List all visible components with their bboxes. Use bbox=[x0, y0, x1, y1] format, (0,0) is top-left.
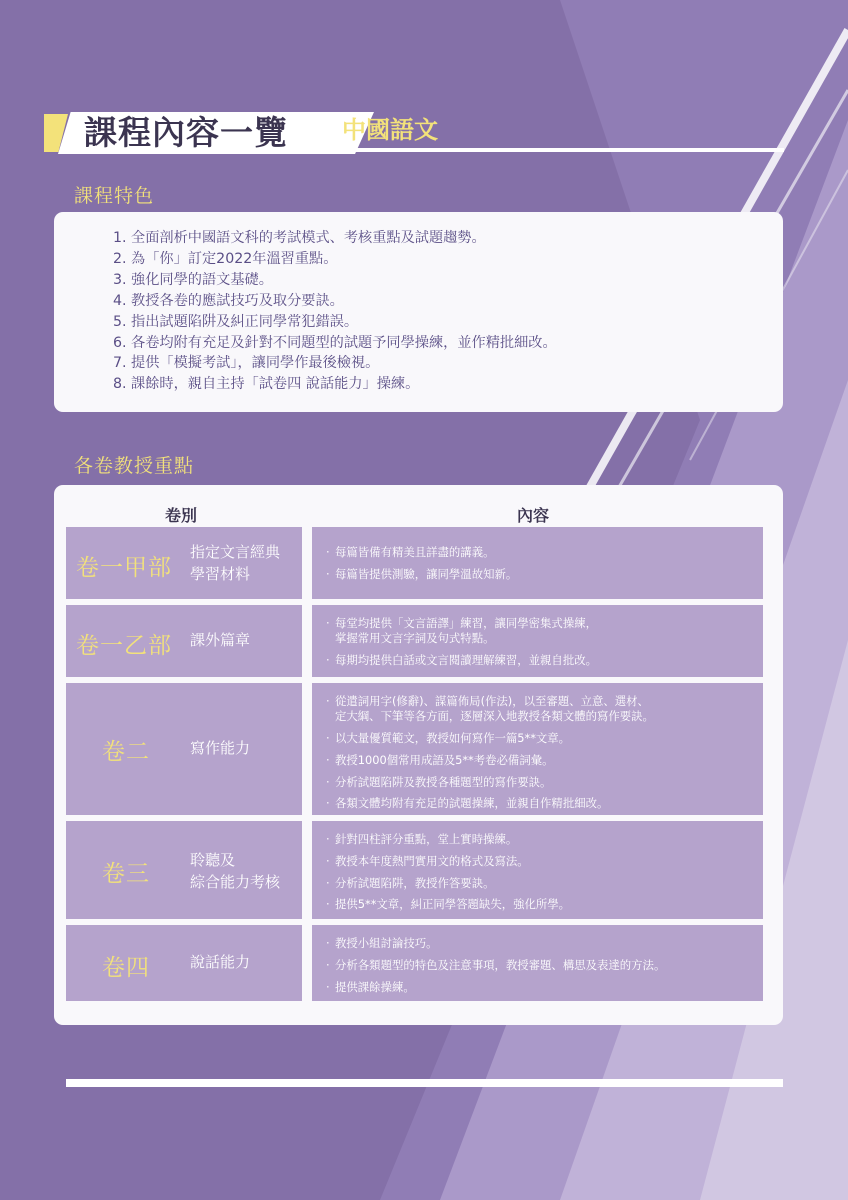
content-bullet bbox=[326, 796, 654, 811]
bullet-text: 教授本年度熱門實用文的格式及寫法。 bbox=[335, 853, 529, 868]
bullet-text-continued: 定大綱、下筆等各方面，逐層深入地教授各類文體的寫作要訣。 bbox=[335, 709, 654, 724]
paper-name: 卷一甲部 bbox=[76, 555, 172, 581]
paper-cell bbox=[66, 925, 302, 1001]
content-bullet bbox=[326, 694, 654, 725]
paper-cell bbox=[66, 821, 302, 919]
content-bullet bbox=[326, 936, 665, 951]
content-bullet bbox=[326, 567, 517, 582]
content-cell bbox=[312, 821, 763, 919]
bullet-dot-icon: · bbox=[326, 875, 330, 890]
content-bullets bbox=[326, 694, 654, 818]
content-cell bbox=[312, 605, 763, 677]
bullet-text: 分析試題陷阱，教授作答要訣。 bbox=[335, 875, 495, 890]
content-bullet bbox=[326, 958, 665, 973]
features-list bbox=[113, 228, 557, 395]
subject-label: 中國語文 bbox=[342, 115, 438, 144]
bullet-dot-icon: · bbox=[326, 853, 330, 868]
bullet-dot-icon: · bbox=[326, 979, 330, 994]
content-bullets bbox=[326, 936, 665, 1001]
bullet-text: 教授小組討論技巧。 bbox=[335, 936, 438, 950]
feature-item: 2. 為「你」訂定2022年溫習重點。 bbox=[113, 250, 338, 267]
content-bullet bbox=[326, 616, 597, 647]
paper-cell bbox=[66, 527, 302, 599]
page-title: 課程內容一覽 bbox=[84, 113, 288, 152]
paper-name: 卷三 bbox=[102, 861, 150, 887]
bullet-text: 針對四柱評分重點，堂上實時操練。 bbox=[335, 832, 518, 846]
feature-item: 3. 強化同學的語文基礎。 bbox=[113, 271, 273, 288]
papers-table bbox=[54, 485, 783, 1025]
feature-item: 7. 提供「模擬考試」，讓同學作最後檢視。 bbox=[113, 355, 380, 372]
content-bullet bbox=[326, 980, 665, 995]
feature-item: 5. 指出試題陷阱及糾正同學常犯錯誤。 bbox=[113, 313, 359, 330]
paper-topic bbox=[190, 737, 250, 759]
bullet-text: 教授1000個常用成語及5**考卷必備詞彙。 bbox=[335, 752, 554, 767]
page-title-bar bbox=[44, 110, 784, 158]
bullet-dot-icon: · bbox=[326, 545, 330, 559]
bullet-dot-icon: · bbox=[326, 957, 330, 972]
content-bullet bbox=[326, 897, 570, 912]
paper-topic-line: 聆聽及 bbox=[190, 851, 236, 869]
content-cell bbox=[312, 527, 763, 599]
paper-topic-line: 課外篇章 bbox=[190, 631, 251, 649]
bullet-text: 每篇皆提供測驗，讓同學溫故知新。 bbox=[335, 566, 518, 581]
paper-topic bbox=[190, 849, 280, 893]
feature-item: 1. 全面剖析中國語文科的考試模式、考核重點及試題趨勢。 bbox=[113, 230, 486, 246]
bullet-dot-icon: · bbox=[326, 752, 330, 767]
paper-name: 卷四 bbox=[102, 955, 150, 981]
bullet-dot-icon: · bbox=[326, 731, 330, 746]
features-card bbox=[54, 212, 783, 412]
paper-name: 卷二 bbox=[102, 739, 150, 765]
feature-item: 6. 各卷均附有充足及針對不同題型的試題予同學操練，並作精批細改。 bbox=[113, 334, 557, 351]
bullet-text: 每堂均提供「文言語譯」練習，讓同學密集式操練， bbox=[335, 616, 597, 630]
content-bullet bbox=[326, 731, 654, 746]
paper-topic bbox=[190, 951, 250, 973]
bullet-dot-icon: · bbox=[326, 897, 330, 912]
content-bullets bbox=[326, 545, 517, 589]
title-underline bbox=[334, 148, 784, 152]
bullet-dot-icon: · bbox=[326, 796, 330, 811]
content-bullet bbox=[326, 753, 654, 768]
bullet-dot-icon: · bbox=[326, 832, 330, 846]
bullet-text: 分析各類題型的特色及注意事項，教授審題、構思及表達的方法。 bbox=[335, 957, 666, 972]
bullet-text: 每期均提供白話或文言閱讀理解練習，並親自批改。 bbox=[335, 653, 597, 668]
paper-cell bbox=[66, 605, 302, 677]
content-bullet bbox=[326, 545, 517, 560]
paper-topic-line: 學習材料 bbox=[190, 565, 251, 583]
bullet-text: 各類文體均附有充足的試題操練，並親自作精批細改。 bbox=[335, 796, 609, 811]
bullet-dot-icon: · bbox=[326, 566, 330, 581]
column-header-content: 內容 bbox=[517, 506, 550, 525]
content-bullets bbox=[326, 832, 570, 919]
feature-item: 8. 課餘時，親自主持「試卷四 說話能力」操練。 bbox=[113, 376, 420, 393]
footer-rule bbox=[66, 1079, 783, 1087]
content-bullets bbox=[326, 616, 597, 675]
column-header-paper: 卷別 bbox=[165, 506, 198, 525]
paper-topic-line: 指定文言經典 bbox=[190, 543, 281, 561]
content-bullet bbox=[326, 653, 597, 668]
feature-item: 4. 教授各卷的應試技巧及取分要訣。 bbox=[113, 292, 344, 309]
bullet-text: 分析試題陷阱及教授各種題型的寫作要訣。 bbox=[335, 774, 552, 789]
paper-cell bbox=[66, 683, 302, 815]
bullet-dot-icon: · bbox=[326, 694, 330, 708]
paper-topic bbox=[190, 541, 280, 585]
bullet-text-continued: 掌握常用文言字詞及句式特點。 bbox=[335, 631, 495, 646]
paper-topic bbox=[190, 629, 250, 651]
content-bullet bbox=[326, 854, 570, 869]
paper-name: 卷一乙部 bbox=[76, 633, 172, 659]
paper-topic-line: 寫作能力 bbox=[190, 739, 251, 757]
content-cell bbox=[312, 925, 763, 1001]
bullet-dot-icon: · bbox=[326, 653, 330, 668]
content-bullet bbox=[326, 832, 570, 847]
content-bullet bbox=[326, 775, 654, 790]
content-cell bbox=[312, 683, 763, 815]
paper-topic-line: 說話能力 bbox=[190, 953, 251, 971]
bullet-text: 以大量優質範文，教授如何寫作一篇5**文章。 bbox=[335, 731, 571, 746]
bullet-dot-icon: · bbox=[326, 774, 330, 789]
paper-topic-line: 綜合能力考核 bbox=[190, 873, 281, 891]
bullet-text: 提供5**文章，糾正同學答題缺失，強化所學。 bbox=[335, 897, 571, 912]
bullet-text: 每篇皆備有精美且詳盡的講義。 bbox=[335, 545, 495, 559]
bullet-dot-icon: · bbox=[326, 616, 330, 630]
bullet-text: 從遣詞用字(修辭)、謀篇佈局(作法)，以至審題、立意、選材、 bbox=[335, 694, 649, 708]
bullet-dot-icon: · bbox=[326, 936, 330, 950]
content-bullet bbox=[326, 876, 570, 891]
bullet-text: 提供課餘操練。 bbox=[335, 979, 415, 994]
papers-heading: 各卷教授重點 bbox=[74, 455, 195, 477]
features-heading: 課程特色 bbox=[74, 185, 155, 207]
